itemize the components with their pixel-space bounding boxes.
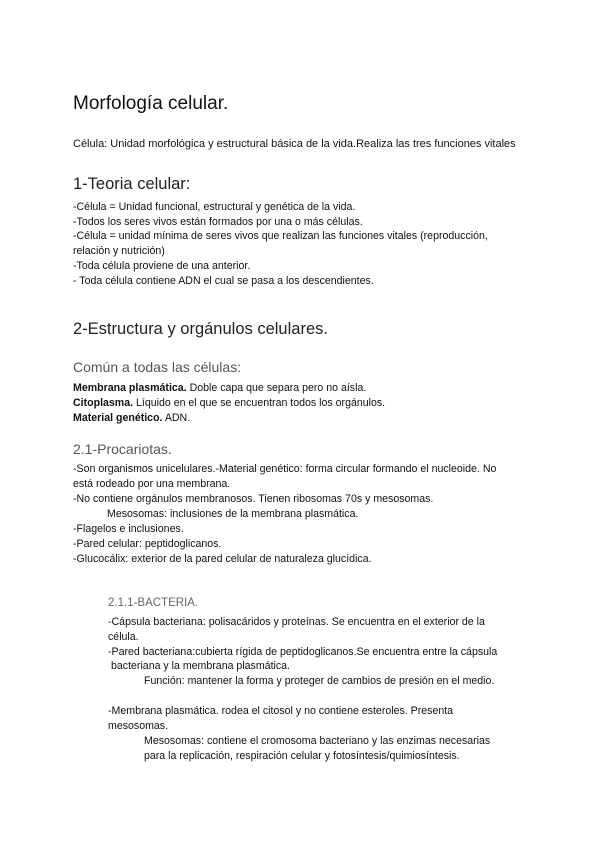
bacteria-line: mesosomas. (108, 720, 169, 732)
common-item (73, 397, 385, 409)
common-item-term: Membrana plasmática. (73, 382, 187, 394)
common-item-desc: ADN. (162, 412, 191, 424)
common-item (73, 382, 366, 394)
section1-line: -Célula = Unidad funcional, estructural y genética de la vida. (73, 201, 356, 213)
common-item-term: Material genético. (73, 412, 163, 424)
section1-line: -Toda célula proviene de una anterior. (73, 260, 251, 272)
page-title: Morfología celular. (73, 93, 229, 114)
procariotas-line: -No contiene orgánulos membranosos. Tienen ribosomas 70s y mesosomas. (73, 493, 434, 505)
common-item-desc: Doble capa que separa pero no aísla. (186, 382, 367, 394)
procariotas-line: -Glucocálix: exterior de la pared celular de naturaleza glucídica. (73, 553, 372, 565)
procariotas-line: -Flagelos e inclusiones. (73, 523, 184, 535)
common-item-term: Citoplasma. (73, 397, 134, 409)
section1-heading: 1-Teoria celular: (73, 175, 191, 193)
common-item (73, 412, 190, 424)
bacteria-line: célula. (108, 631, 139, 643)
procariotas-line: -Son organismos unicelulares.-Material genético: forma circular formando el nucleoide. No (73, 463, 497, 475)
bacteria-line: Mesosomas: contiene el cromosoma bacteriano y las enzimas necesarias (144, 735, 491, 747)
common-item-desc: Líquido en el que se encuentran todos los orgánulos. (133, 397, 386, 409)
section1-line: -Todos los seres vivos están formados por una o más células. (73, 216, 363, 228)
bacteria-heading: 2.1.1-BACTERIA. (108, 597, 199, 609)
bacteria-line: -Cápsula bacteriana: polisacáridos y proteínas. Se encuentra en el exterior de la (108, 616, 485, 628)
procariotas-line: -Pared celular: peptidoglicanos. (73, 538, 222, 550)
section1-line: relación y nutrición) (73, 245, 165, 257)
intro-text: Célula: Unidad morfológica y estructural básica de la vida.Realiza las tres funciones vitales (73, 138, 516, 150)
common-heading: Común a todas las células: (73, 359, 242, 375)
procariotas-heading: 2.1-Procariotas. (73, 441, 172, 457)
bacteria-line: -Pared bacteriana:cubierta rígida de peptidoglicanos.Se encuentra entre la cápsula (108, 646, 498, 658)
bacteria-line: -Membrana plasmática. rodea el citosol y no contiene esteroles. Presenta (108, 705, 454, 717)
procariotas-line: está rodeado por una membrana. (73, 478, 231, 490)
section2-heading: 2-Estructura y orgánulos celulares. (73, 320, 328, 338)
bacteria-line: Función: mantener la forma y proteger de cambios de presión en el medio. (144, 675, 495, 687)
bacteria-line: bacteriana y la membrana plasmática. (111, 660, 291, 672)
section1-line: - Toda célula contiene ADN el cual se pasa a los descendientes. (73, 275, 374, 287)
procariotas-line: Mesosomas: inclusiones de la membrana plasmática. (107, 508, 359, 520)
section1-line: -Célula = unidad mínima de seres vivos que realizan las funciones vitales (reproducción, (73, 230, 488, 242)
bacteria-line: para la replicación, respiración celular y fotosíntesis/quimiosíntesis. (144, 750, 460, 762)
